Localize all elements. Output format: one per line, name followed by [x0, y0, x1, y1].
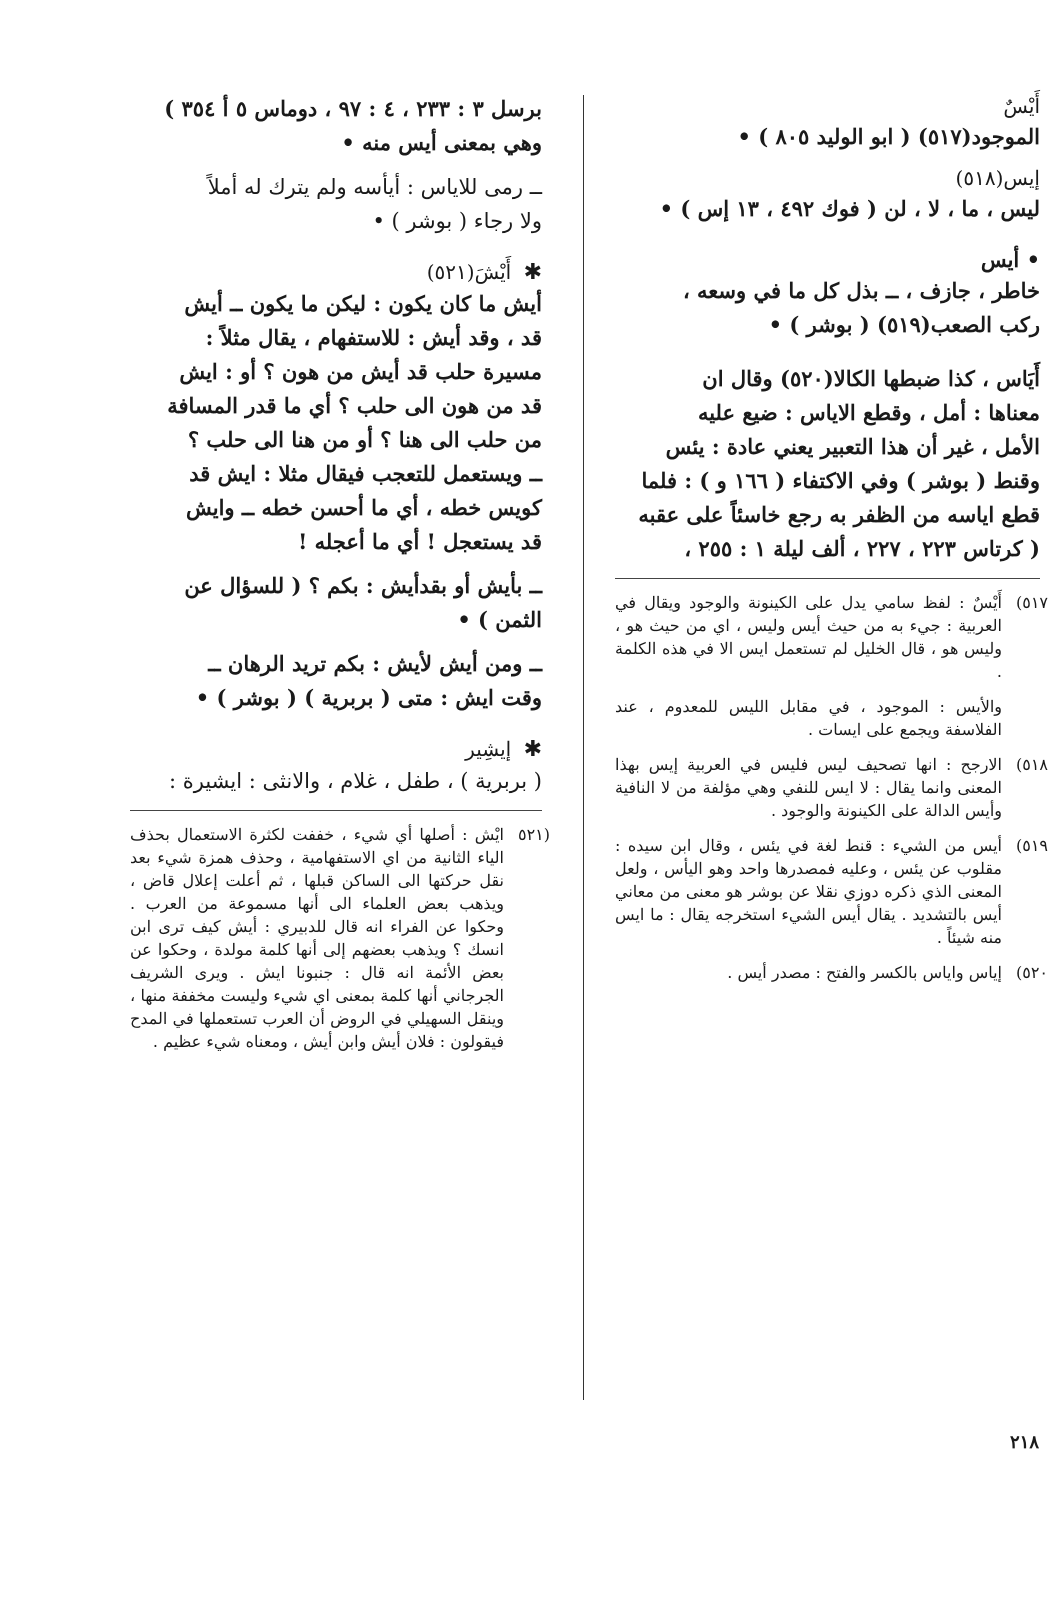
entry-line: وقت ايش : متى ( بربرية ) ( بوشر ) •: [195, 685, 542, 710]
entry-line: ليس ، ما ، لا ، لن ( فوك ٤٩٢ ، ١٣ إس ) •: [659, 196, 1040, 221]
page-number: ٢١٨: [1010, 1432, 1040, 1453]
entry-line: كويس خطه ، أي ما أحسن خطه ــ وايش: [185, 495, 542, 520]
entry-line: ــ بأيش أو بقدأيش : بكم ؟ ( للسؤال عن: [184, 573, 542, 598]
entry-line: خاطر ، جازف ، ــ بذل كل ما في وسعه ،: [682, 278, 1040, 303]
entry-line: ركب الصعب(٥١٩) ( بوشر ) •: [768, 312, 1040, 337]
headword-aysh: أَيْشَ(٥٢١): [426, 260, 512, 284]
footnote-text: أَيْسٌ : لفظ سامي يدل على الكينونة والوجود ويقال في العربية : جيء به من حيث أيس وليس ، اي من حيث هو ، وليس هو ، قال الخليل لم تستعمل ايس الا في هذه الكلمة .: [615, 593, 1002, 681]
footnote-rule: [130, 810, 542, 811]
right-column: [615, 92, 1048, 996]
footnote-number: (٥٢١: [517, 825, 550, 844]
entry-line: من حلب الى هنا ؟ أو من هنا الى حلب ؟: [187, 427, 542, 452]
footnote: [615, 753, 1048, 822]
entry-line: قد يستعجل ! أي ما أعجله !: [298, 529, 542, 554]
footnote: [130, 823, 550, 1053]
entry-line: ــ ويستعمل للتعجب فيقال مثلا : ايش قد: [189, 461, 542, 486]
footnote-text: إياس واياس بالكسر والفتح : مصدر أيس .: [727, 963, 1002, 982]
footnote: [615, 695, 1040, 741]
entry-line: ولا رجاء ( بوشر ) •: [372, 209, 542, 233]
entry-line: مسيرة حلب قد أيش من هون ؟ أو : ايش: [179, 359, 542, 384]
entry-line: الثمن ) •: [457, 607, 542, 632]
headword-ishir: إيشِير: [465, 737, 512, 761]
asterisk-icon: ✱: [523, 260, 542, 285]
entry-line: أَيَاس ، كذا ضبطها الكالا(٥٢٠) وقال ان: [702, 366, 1040, 391]
footnote-text: ايْش : أصلها أي شيء ، خففت لكثرة الاستعمال بحذف الياء الثانية من اي الاستفهامية ، وحذف همزة شيء بعد نقل حركتها الى الساكن قبلها ، ثم أعلت إعلال قاض ، ويذهب بعض العلماء الى أنها مسموعة من العرب . وحكوا عن الفراء انه قال للدبيري : أيش كيف ترى ابن انسك ؟ ويذهب بعضهم إلى أنها كلمة مولدة ، وحكوا عن بعض الأئمة انه قال : جنبونا ايش . ويرى الشريف الجرجاني أنها كلمة بمعنى اي شيء وليست مخففة منها ، وينقل السهيلي في الروض أن العرب تستعملها في المدح فيقولون : فلان أيش وابن أيش ، ومعناه شيء عظيم .: [130, 825, 504, 1051]
entry-line: ــ ومن أيش لأيش : بكم تريد الرهان ــ: [208, 651, 542, 676]
entry-line: قد ، وقد أيش : للاستفهام ، يقال مثلاً :: [205, 325, 542, 350]
footnote-number: ٥١٨): [1015, 755, 1048, 774]
footnote-text: أيس من الشيء : قنط لغة في يئس ، وقال ابن سيده : مقلوب عن يئس ، وعليه فمصدرها واحد وهو اليأس ، ولعل المعنى الذي ذكره دوزي نقلا عن بوشر هو معنى من معاني أيس بالتشديد . يقال أيس الشيء استخرجه يقال : ما ايس منه شيئاً .: [615, 836, 1002, 947]
footnote: [615, 834, 1048, 949]
entry-line: الأمل ، غير أن هذا التعبير يعني عادة : يئس: [665, 434, 1040, 459]
headword-ishir-row: [130, 735, 542, 764]
entry-line: ( كرتاس ٢٢٣ ، ٢٢٧ ، ألف ليلة ١ : ٢٥٥ ،: [684, 536, 1040, 561]
footnote-number: ٥٢٠): [1015, 963, 1048, 982]
footnote: [615, 961, 1048, 984]
entry-line: الموجود(٥١٧) ( ابو الوليد ٨٠٥ ) •: [737, 124, 1040, 149]
headword-aysh-row: [130, 258, 542, 287]
entry-line: وقنط ( بوشر ) وفي الاكتفاء ( ١٦٦ و ) : فلما: [641, 468, 1040, 493]
footnote-text: والأيس : الموجود ، في مقابل الليس للمعدوم ، عند الفلاسفة ويجمع على ايسات .: [615, 697, 1002, 739]
entry-line: ( بربرية ) ، طفل ، غلام ، والانثى : ايشيرة :: [169, 769, 542, 793]
entry-line: معناها : أمل ، وقطع الاياس : ضيع عليه: [697, 400, 1040, 425]
headword-ayyasa: • أيس: [980, 247, 1040, 272]
footnote-number: ٥١٩): [1015, 836, 1048, 855]
entry-line: وهي بمعنى أيس منه •: [341, 130, 542, 155]
entry-line: أيش ما كان يكون : ليكن ما يكون ــ أيش: [184, 291, 542, 316]
asterisk-icon: ✱: [523, 737, 542, 762]
entry-line: برسل ٣ : ٢٣٣ ، ٤ : ٩٧ ، دوماس ٥ أ ٣٥٤ ): [164, 96, 542, 121]
headword-ays: أَيْسٌ: [1003, 94, 1040, 118]
left-column: [130, 92, 550, 1065]
footnote-number: ٥١٧): [1015, 593, 1048, 612]
footnote-text: الارجح : انها تصحيف ليس فليس في العربية إيس بهذا المعنى وانما يقال : لا ايس للنفي وهي مؤلفة من لا النافية وأيس الدالة على الكينونة والوجود .: [615, 755, 1002, 820]
entry-line: قطع اياسه من الظفر به رجع خاسئاً على عقبه: [638, 502, 1040, 527]
column-divider: [583, 95, 584, 1400]
headword-is: إيس(٥١٨): [955, 166, 1040, 190]
footnote-rule: [615, 578, 1040, 579]
entry-line: قد من هون الى حلب ؟ أي ما قدر المسافة: [167, 393, 542, 418]
entry-line: ــ رمى للاياس : أيأسه ولم يترك له أملاً: [207, 175, 542, 199]
footnote: [615, 591, 1048, 683]
